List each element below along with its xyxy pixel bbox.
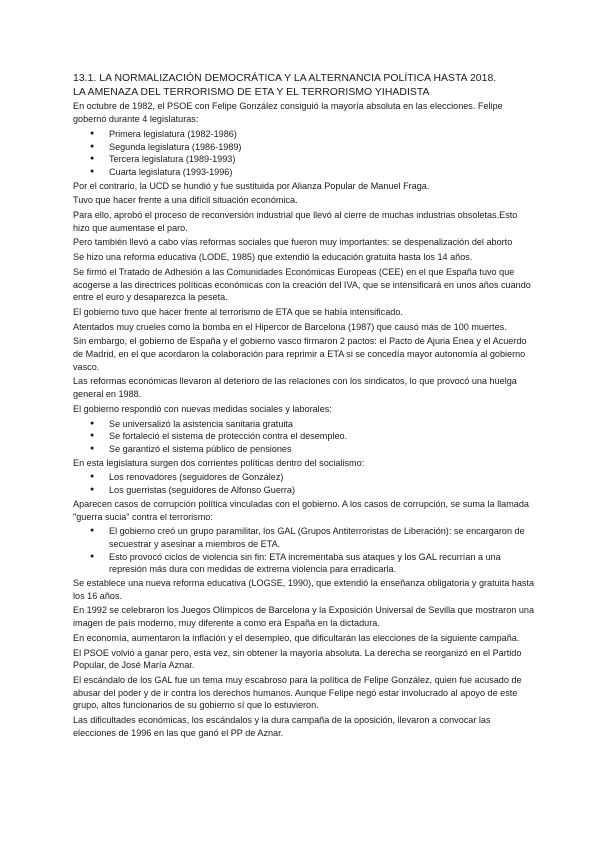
list-item: ● El gobierno creó un grupo paramilitar, los GAL (Grupos Antiterroristas de Liberación): se encargaron de secuestrar y asesinar a miembros de ETA. (73, 525, 535, 550)
paragraph-cee: Se firmó el Tratado de Adhesión a las Comunidades Económicas Europeas (CEE) en el que España tuvo que acogerse a las directrices políticas económicas con la creación del IVA, que se intensificará en unos años cuando entre el euro y desaparezca la peseta. (73, 266, 531, 303)
list-item: ● Esto provocó ciclos de violencia sin fin: ETA incrementaba sus ataques y los GAL recurrían a una represión más dura con medidas de extrema violencia para erradicarla. (73, 551, 535, 576)
list-item: ● Tercera legislatura (1989-1993) (73, 153, 535, 166)
document-page (73, 73, 535, 741)
list-item: ● Se universalizó la asistencia sanitaria gratuita (73, 418, 535, 431)
title-line-1: 13.1. LA NORMALIZACIÓN DEMOCRÁTICA Y LA ALTERNANCIA POLÍTICA HASTA 2018. (73, 73, 497, 84)
list-item: ● Se fortaleció el sistema de protección contra el desempleo. (73, 430, 535, 443)
list-item: ● Segunda legislatura (1986-1989) (73, 141, 535, 154)
list-item: ● Los renovadores (seguidores de González) (73, 471, 535, 484)
medidas-list (73, 418, 535, 456)
paragraph-gal: El escándalo de los GAL fue un tema muy escabroso para la política de Felipe González, quien fue acusado de abusar del poder y de ir contra los derechos humanos. Aunque Felipe negó estar involucrado al apoyo de este grupo, altos funcionarios de su gobierno sí que lo estuvieron. (73, 674, 522, 711)
paragraph-lode: Se hizo una reforma educativa (LODE, 1985) que extendió la educación gratuita hasta los 14 años. (73, 252, 473, 263)
paragraph-eta: El gobierno tuvo que hacer frente al terrorismo de ETA que se había intensificado. (73, 306, 403, 317)
paragraph-psoe-1982: En octubre de 1982, el PSOE con Felipe González consiguió la mayoría absoluta en las elecciones. Felipe gobernó durante 4 legislaturas: (73, 101, 503, 125)
paragraph-corrientes: En esta legislatura surgen dos corrientes políticas dentro del socialismo: (73, 457, 365, 468)
list-item: ● Primera legislatura (1982-1986) (73, 128, 535, 141)
paragraph-reconversion: Para ello, aprobó el proceso de reconversión industrial que llevó al cierre de muchas industrias obsoletas.Esto hizo que aumentase el paro. (73, 210, 518, 233)
title-line-2: LA AMENAZA DEL TERRORISMO DE ETA Y EL TERRORISMO YIHADISTA (73, 86, 430, 98)
paragraph-reformas-sociales: Pero también llevó a cabo vías reformas sociales que fueron muy importantes: se despenalización del aborto (73, 237, 513, 248)
paragraph-huelga: Las reformas económicas llevaron al deterioro de las relaciones con los sindicatos, lo que provocó una huelga general en 1988. (73, 376, 517, 400)
list-item: ● Se garantizó el sistema público de pensiones (73, 443, 535, 456)
paragraph-1996: Las dificultades económicas, los escándalos y la dura campaña de la oposición, llevaron a convocar las elecciones de 1996 en las que ganó el PP de Aznar. (73, 715, 491, 738)
guerra-sucia-list (73, 525, 535, 576)
paragraph-1992: En 1992 se celebraron los Juegos Olímpicos de Barcelona y la Exposición Universal de Sevilla que mostraron una imagen de país moderno, muy diferente a como era España en la dictadura. (73, 605, 535, 629)
paragraph-situacion-economica: Tuvo que hacer frente a una difícil situación económica. (73, 195, 298, 206)
paragraph-economia: En economía, aumentaron la inflación y el desempleo, que dificultarán las elecciones de la siguiente campaña. (73, 632, 520, 643)
paragraph-ucd: Por el contrario, la UCD se hundió y fue sustituida por Alianza Popular de Manuel Fraga. (73, 180, 430, 191)
legislaturas-list (73, 128, 535, 179)
list-item: ● Cuarta legislatura (1993-1996) (73, 166, 535, 179)
list-item: ● Los guerristas (seguidores de Alfonso Guerra) (73, 484, 535, 497)
paragraph-hipercor: Atentados muy crueles como la bomba en el Hipercor de Barcelona (1987) que causó más de 100 muertes. (73, 321, 507, 332)
paragraph-corrupcion: Aparecen casos de corrupción política vinculadas con el gobierno. A los casos de corrupción, se suma la llamada "guerra sucia" contra el terrorismo: (73, 498, 529, 522)
paragraph-logse: Se establece una nueva reforma educativa (LOGSE, 1990), que extendió la enseñanza obligatoria y gratuita hasta los 16 años. (73, 578, 535, 601)
paragraph-pactos: Sin embargo, el gobierno de España y el gobierno vasco firmaron 2 pactos: el Pacto de Ajuria Enea y el Acuerdo de Madrid, en el que acordaron la colaboración para reprimir a ETA si se concedía mayor autonomía al gobierno vasco. (73, 336, 527, 372)
paragraph-psoe-vuelve: El PSOE volvió a ganar pero, esta vez, sin obtener la mayoría absoluta. La derecha se reorganizó en el Partido Popular, de José María Aznar. (73, 647, 522, 671)
paragraph-medidas: El gobierno respondió con nuevas medidas sociales y laborales: (73, 403, 332, 414)
corrientes-list (73, 471, 535, 496)
